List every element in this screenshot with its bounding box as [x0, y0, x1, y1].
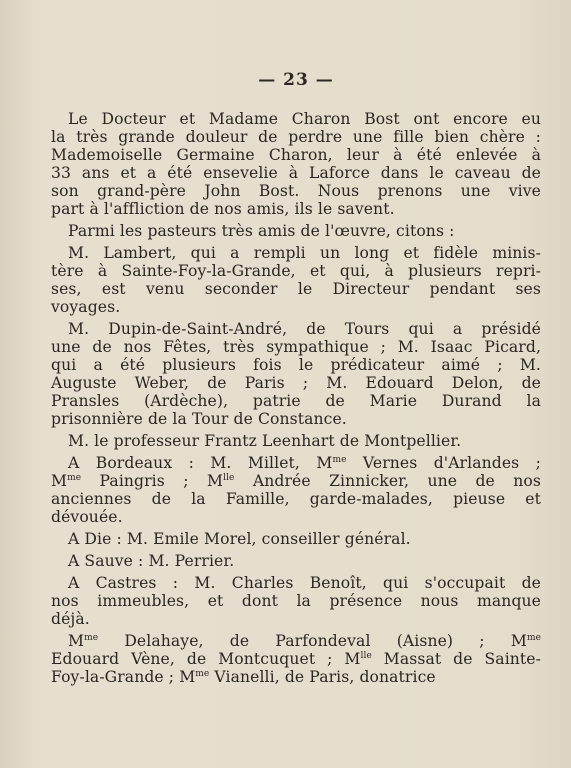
paragraph [51, 530, 541, 548]
text-line: 33 ans et a été ensevelie à Laforce dans le caveau de [51, 164, 541, 182]
paragraph [51, 574, 541, 628]
paragraph [51, 432, 541, 450]
text-line: déjà. [51, 610, 90, 628]
text-line: $M^{me}$ Paingris ; $M^{lle}$ Andrée Zinnicker, une de nos [51, 472, 541, 490]
paragraph [51, 222, 541, 240]
paragraph [51, 110, 541, 218]
text-line: prisonnière de la Tour de Constance. [51, 410, 347, 428]
text-line: une de nos Fêtes, très sympathique ; M. Isaac Picard, [51, 338, 541, 356]
body-text [51, 110, 541, 686]
text-line: nos immeubles, et dont la présence nous manque [51, 592, 541, 610]
text-line: M. Lambert, qui a rempli un long et fidèle minis- [68, 244, 541, 262]
paragraph [51, 320, 541, 428]
paragraph [51, 632, 541, 686]
text-line: ses, est venu seconder le Directeur pendant ses [51, 280, 541, 298]
text-line: tère à Sainte-Foy-la-Grande, et qui, à plusieurs repri- [51, 262, 541, 280]
text-line: A Bordeaux : M. Millet, $M^{me}$ Vernes d'Arlandes ; [68, 454, 542, 472]
text-line: A Die : M. Emile Morel, conseiller général. [68, 530, 411, 548]
text-line: voyages. [51, 298, 121, 316]
paragraph [51, 552, 541, 570]
text-line: Parmi les pasteurs très amis de l'œuvre, citons : [68, 222, 455, 240]
text-line: Auguste Weber, de Paris ; M. Edouard Delon, de [51, 374, 541, 392]
text-line: Edouard Vène, de Montcuquet ; $M^{lle}$ Massat de Sainte- [51, 650, 541, 668]
text-line: M. le professeur Frantz Leenhart de Montpellier. [68, 432, 462, 450]
text-line: Mademoiselle Germaine Charon, leur à été enlevée à [51, 146, 541, 164]
text-line: $M^{me}$ Delahaye, de Parfondeval (Aisne) ; $M^{me}$ [68, 632, 541, 650]
text-line: M. Dupin-de-Saint-André, de Tours qui a présidé [68, 320, 541, 338]
text-line: son grand-père John Bost. Nous prenons une vive [51, 182, 541, 200]
page-number: — 23 — [258, 70, 334, 90]
text-line: Pransles (Ardèche), patrie de Marie Durand la [51, 392, 541, 410]
text-line: anciennes de la Famille, garde-malades, pieuse et [51, 490, 541, 508]
text-line: Foy-la-Grande ; $M^{me}$ Vianelli, de Paris, donatrice [51, 668, 436, 686]
text-line: A Castres : M. Charles Benoît, qui s'occupait de [68, 574, 541, 592]
text-line: Le Docteur et Madame Charon Bost ont encore eu [68, 110, 541, 128]
text-line: part à l'affliction de nos amis, ils le savent. [51, 200, 395, 218]
text-line: dévouée. [51, 508, 123, 526]
text-line: A Sauve : M. Perrier. [68, 552, 235, 570]
paragraph [51, 244, 541, 316]
paragraph [51, 454, 541, 526]
text-line: la très grande douleur de perdre une fille bien chère : [51, 128, 541, 146]
text-line: qui a été plusieurs fois le prédicateur aimé ; M. [51, 356, 541, 374]
